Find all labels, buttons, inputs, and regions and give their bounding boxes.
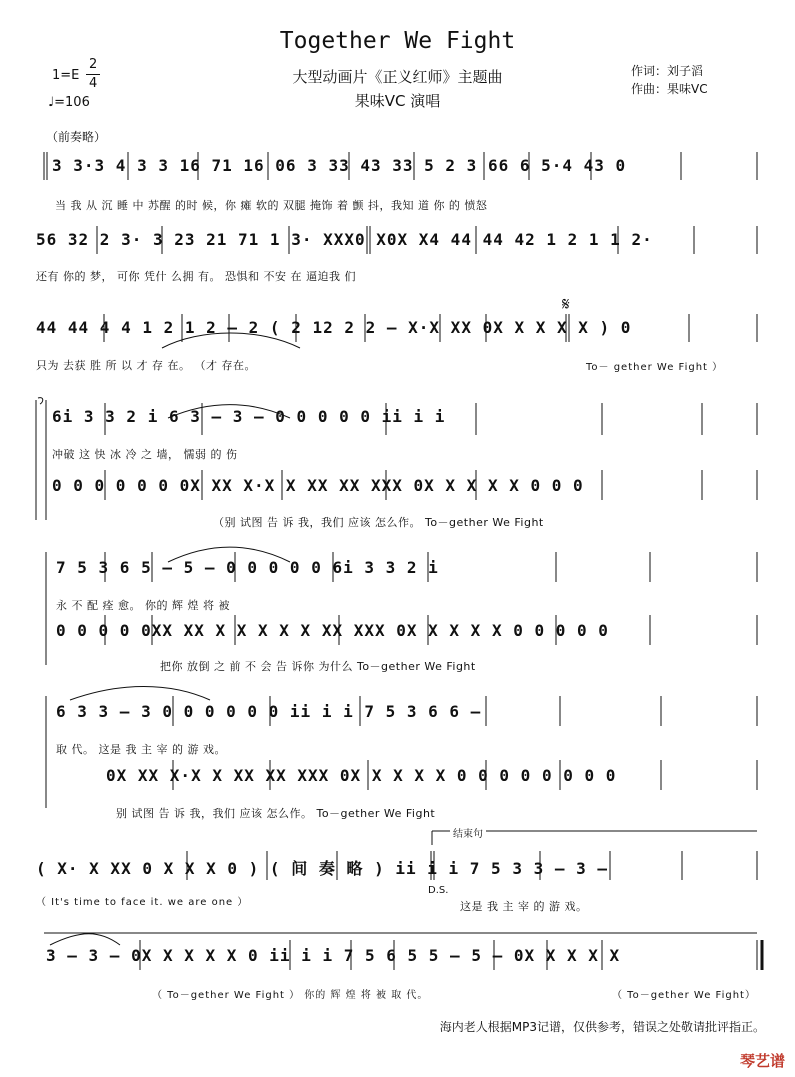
song-title: Together We Fight xyxy=(279,28,516,54)
ds-marking: D.S. xyxy=(428,885,449,896)
lyrics-line-3: 只为 去获 胜 所 以 才 存 在。 （才 存在。 xyxy=(36,359,256,372)
lyrics-line-5-rap: 把你 放倒 之 前 不 会 告 诉你 为什么 To－gether We Fight xyxy=(160,660,476,673)
lyrics-line-7: 这是 我 主 宰 的 游 戏。 xyxy=(460,900,588,913)
lyricist: 作词：刘子滔 xyxy=(631,64,704,78)
lyrics-line-4-voice: 冲破 这 快 冰 冷 之 墙， 懦弱 的 伤 xyxy=(52,448,238,461)
notation-line-7: ( X· X XX 0 X X X 0 ) ( 间 奏 略 ) ii i i 7 5 3 3 – 3 – xyxy=(36,859,609,878)
lyrics-line-2: 还有 你的 梦， 可你 凭什 么拥 有。 恐惧和 不安 在 逼迫我 们 xyxy=(36,270,356,283)
lyrics-line-6-voice: 取 代。 这是 我 主 宰 的 游 戏。 xyxy=(56,743,226,756)
time-signature-numerator: 2 xyxy=(89,57,98,72)
lyrics-line-5-voice: 永 不 配 痊 愈。 你的 辉 煌 将 被 xyxy=(56,599,230,612)
watermark-logo: 琴艺谱 xyxy=(739,1052,785,1070)
composer: 作曲：果味VC xyxy=(631,82,708,96)
lyrics-line-3-english: To－ gether We Fight ） xyxy=(586,362,724,373)
time-signature-denominator: 4 xyxy=(89,76,98,91)
notation-line-4-voice: 6i 3 3 2 i 6 3 – 3 – 0 0 0 0 0 ii i i xyxy=(52,407,446,426)
lyrics-line-4-rap: （别 试图 告 诉 我，我们 应该 怎么作。 To－gether We Fight xyxy=(213,516,544,529)
notation-line-5-voice: 7 5 3 6 5 – 5 – 0 0 0 0 0 6i 3 3 2 i xyxy=(56,558,439,577)
ending-label: 结束句 xyxy=(450,825,486,840)
tempo-marking: ♩=106 xyxy=(48,95,90,110)
intro-note: （前奏略） xyxy=(46,130,107,144)
time-signature-bar xyxy=(86,74,100,75)
segno-sign: 𝄋 xyxy=(562,294,570,315)
footer-note: 海内老人根据MP3记谱，仅供参考，错误之处敬请批评指正。 xyxy=(439,1020,765,1034)
lyrics-line-8-english: （ To－gether We Fight） xyxy=(612,990,756,1001)
lyrics-line-7-english: （ It's time to face it. we are one ） xyxy=(36,897,249,908)
subtitle: 大型动画片《正义红师》主题曲 xyxy=(292,68,503,86)
notation-line-8: 3 – 3 – 0X X X X X 0 ii i i 7 5 6 5 5 – 5 – 0X X X X X xyxy=(46,946,621,965)
key-signature: 1=E xyxy=(52,68,80,83)
notation-line-3: 44 44 4 4 1 2 1 2 – 2 ( 2 12 2 2 – X·X XX 0X X X X X ) 0 xyxy=(36,318,632,337)
notation-line-1: 3 3·3 4 3 3 16 71 16 06 3 33 43 33 5 2 3 66 6 5·4 43 0 xyxy=(52,156,627,175)
notation-line-5-rap: 0 0 0 0 0XX XX X X X X X XX XXX 0X X X X X 0 0 0 0 0 xyxy=(56,621,609,640)
lyrics-line-6-rap: 别 试图 告 诉 我，我们 应该 怎么作。 To－gether We Fight xyxy=(116,807,436,820)
notation-line-2: 56 32 2 3· 3 23 21 71 1 3· XXX0 X0X X4 44 44 42 1 2 1 1 2· xyxy=(36,230,653,249)
lyrics-line-8: （ To－gether We Fight ） 你的 辉 煌 将 被 取 代。 xyxy=(152,990,429,1001)
notation-line-6-rap: 0X XX X·X X XX XX XXX 0X X X X X 0 0 0 0 0 0 0 0 xyxy=(106,766,617,785)
lyrics-line-1: 当 我 从 沉 睡 中 苏醒 的时 候，你 瘫 软的 双腿 掩饰 着 颤 抖，我知 道 你 的 愤怒 xyxy=(55,199,488,212)
notation-line-6-voice: 6 3 3 – 3 0 0 0 0 0 0 ii i i 7 5 3 6 6 – xyxy=(56,702,482,721)
notation-line-4-rap: 0 0 0 0 0 0 0X XX X·X X XX XX XXX 0X X X X X 0 0 0 xyxy=(52,476,584,495)
performer: 果味VC 演唱 xyxy=(354,92,441,110)
